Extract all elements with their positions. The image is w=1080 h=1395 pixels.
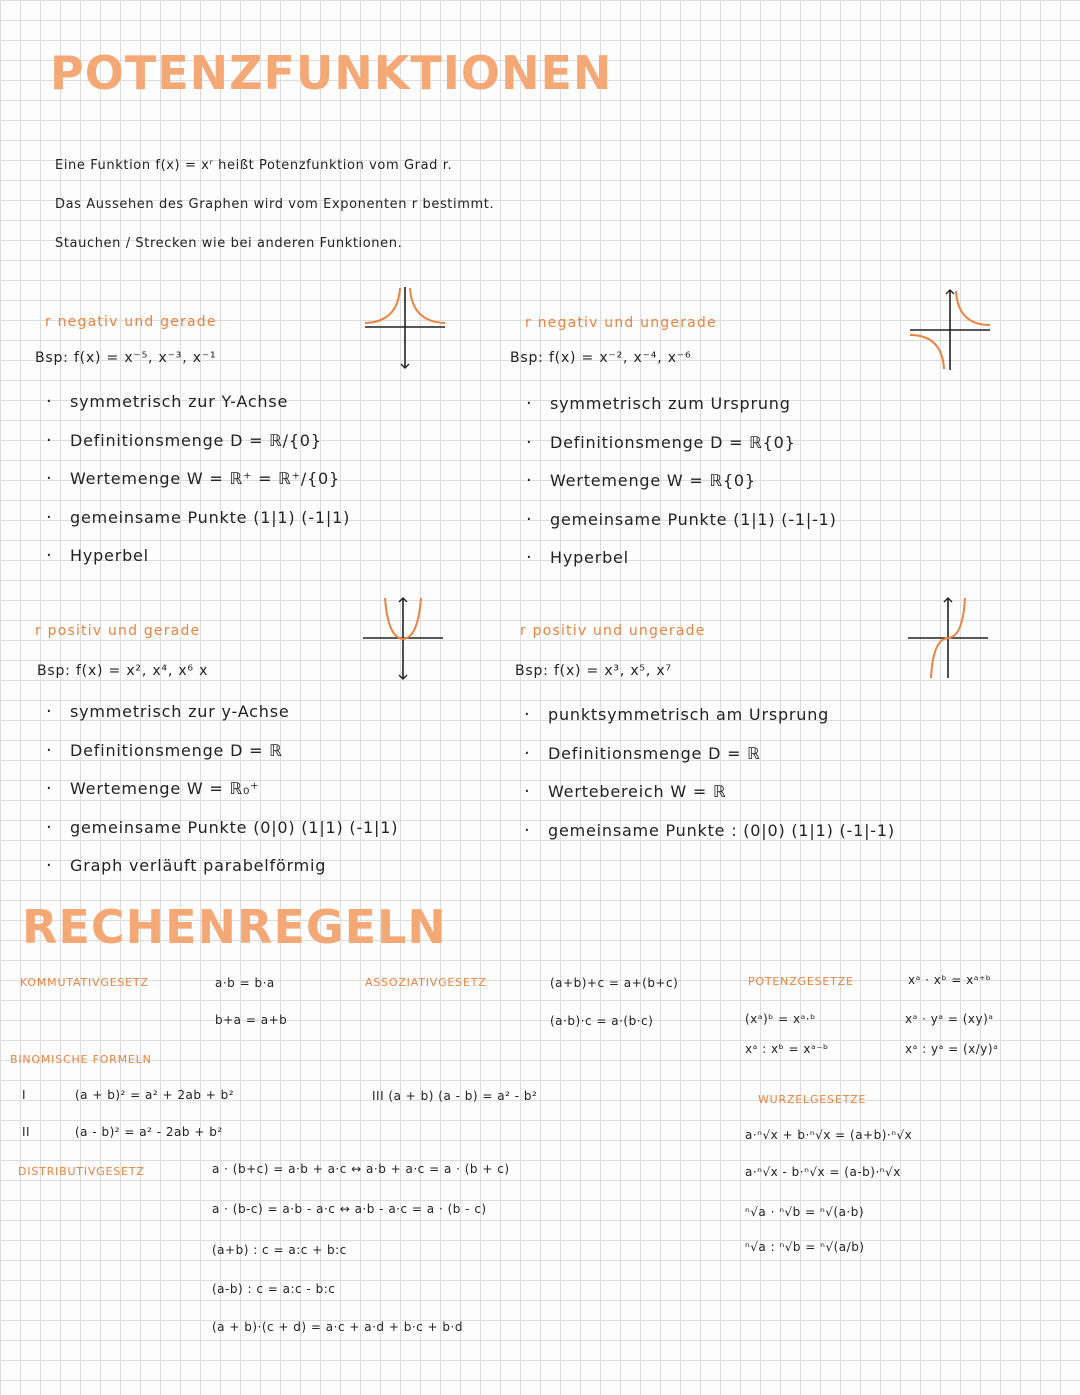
potenz-formula: xᵃ : yᵃ = (x/y)ᵃ bbox=[905, 1042, 999, 1056]
property-item: · Definitionsmenge D = ℝ{0} bbox=[526, 431, 796, 453]
property-item: · Hyperbel bbox=[46, 545, 149, 566]
property-item: · symmetrisch zum Ursprung bbox=[526, 393, 791, 414]
property-item: · gemeinsame Punkte (1|1) (-1|1) bbox=[46, 506, 351, 528]
property-item: · symmetrisch zur y-Achse bbox=[46, 701, 290, 722]
property-item: · gemeinsame Punkte (0|0) (1|1) (-1|1) bbox=[46, 816, 399, 838]
property-item: · Hyperbel bbox=[526, 547, 629, 568]
assoziativ-formula: (a+b)+c = a+(b+c) bbox=[550, 976, 679, 990]
potenz-formula: (xᵃ)ᵇ = xᵃ·ᵇ bbox=[745, 1012, 816, 1026]
property-list bbox=[40, 700, 398, 893]
binom-number: II bbox=[22, 1125, 31, 1139]
property-item: · symmetrisch zur Y-Achse bbox=[46, 391, 289, 412]
distributiv-formula: (a-b) : c = a:c - b:c bbox=[212, 1282, 336, 1296]
distributiv-formula: a · (b-c) = a·b - a·c ↔ a·b - a·c = a · (b - c) bbox=[212, 1202, 487, 1216]
property-item: · Wertemenge W = ℝ{0} bbox=[526, 470, 756, 491]
binom-number: I bbox=[22, 1088, 27, 1102]
binom-label: BINOMISCHE FORMELN bbox=[10, 1053, 152, 1066]
section-example: Bsp: f(x) = x⁻⁵, x⁻³, x⁻¹ bbox=[35, 350, 217, 366]
potenz-formula: xᵃ : xᵇ = xᵃ⁻ᵇ bbox=[745, 1042, 829, 1056]
property-item: · punktsymmetrisch am Ursprung bbox=[524, 704, 830, 725]
section-heading: r positiv und ungerade bbox=[520, 623, 706, 639]
property-list bbox=[518, 703, 895, 857]
binom-formula: (a - b)² = a² - 2ab + b² bbox=[75, 1125, 223, 1139]
assoziativ-label: ASSOZIATIVGESETZ bbox=[365, 976, 487, 989]
hyperbola-even-graph-icon bbox=[360, 282, 450, 372]
cubic-graph-icon bbox=[903, 593, 993, 683]
property-item: · Definitionsmenge D = ℝ bbox=[46, 739, 283, 761]
property-item: · Wertemenge W = ℝ⁺ = ℝ⁺/{0} bbox=[46, 468, 341, 489]
section-heading: r negativ und ungerade bbox=[525, 315, 717, 331]
binom-formula: III (a + b) (a - b) = a² - b² bbox=[372, 1089, 538, 1103]
section-example: Bsp: f(x) = x², x⁴, x⁶ x bbox=[37, 663, 209, 679]
parabola-graph-icon bbox=[358, 593, 448, 683]
kommutativ-label: KOMMUTATIVGESETZ bbox=[20, 976, 149, 989]
distributiv-label: DISTRIBUTIVGESETZ bbox=[18, 1165, 145, 1178]
kommutativ-formula: b+a = a+b bbox=[215, 1013, 288, 1027]
section-heading: r negativ und gerade bbox=[45, 314, 217, 330]
kommutativ-formula: a·b = b·a bbox=[215, 976, 275, 990]
property-item: · gemeinsame Punkte : (0|0) (1|1) (-1|-1) bbox=[524, 819, 895, 841]
property-list bbox=[40, 390, 350, 583]
wurzel-formula: a·ⁿ√x + b·ⁿ√x = (a+b)·ⁿ√x bbox=[745, 1128, 913, 1142]
section-heading: r positiv und gerade bbox=[35, 623, 201, 639]
wurzel-formula: ⁿ√a : ⁿ√b = ⁿ√(a/b) bbox=[745, 1240, 865, 1254]
distributiv-formula: (a + b)·(c + d) = a·c + a·d + b·c + b·d bbox=[212, 1320, 463, 1334]
intro-line-2: Das Aussehen des Graphen wird vom Exponenten r bestimmt. bbox=[55, 197, 495, 212]
potenz-formula: xᵃ · yᵃ = (xy)ᵃ bbox=[905, 1012, 994, 1026]
property-item: · Wertemenge W = ℝ₀⁺ bbox=[46, 778, 260, 799]
distributiv-formula: (a+b) : c = a:c + b:c bbox=[212, 1243, 347, 1257]
rules-title: RECHENREGELN bbox=[22, 900, 447, 954]
property-item: · Wertebereich W = ℝ bbox=[524, 781, 727, 802]
assoziativ-formula: (a·b)·c = a·(b·c) bbox=[550, 1014, 654, 1028]
intro-line-1: Eine Funktion f(x) = xʳ heißt Potenzfunktion vom Grad r. bbox=[55, 158, 453, 173]
section-example: Bsp: f(x) = x⁻², x⁻⁴, x⁻⁶ bbox=[510, 350, 692, 366]
page-title: POTENZFUNKTIONEN bbox=[50, 46, 613, 100]
wurzel-formula: a·ⁿ√x - b·ⁿ√x = (a-b)·ⁿ√x bbox=[745, 1165, 901, 1179]
distributiv-formula: a · (b+c) = a·b + a·c ↔ a·b + a·c = a · (b + c) bbox=[212, 1162, 510, 1176]
property-item: · Definitionsmenge D = ℝ bbox=[524, 742, 761, 764]
wurzel-formula: ⁿ√a · ⁿ√b = ⁿ√(a·b) bbox=[745, 1205, 865, 1219]
wurzel-label: WURZELGESETZE bbox=[758, 1093, 867, 1106]
property-list bbox=[520, 392, 837, 585]
intro-line-3: Stauchen / Strecken wie bei anderen Funktionen. bbox=[55, 236, 403, 251]
hyperbola-odd-graph-icon bbox=[905, 285, 995, 375]
property-item: · Graph verläuft parabelförmig bbox=[46, 855, 327, 876]
property-item: · Definitionsmenge D = ℝ/{0} bbox=[46, 429, 322, 451]
property-item: · gemeinsame Punkte (1|1) (-1|-1) bbox=[526, 508, 837, 530]
potenz-formula: xᵃ · xᵇ = xᵃ⁺ᵇ bbox=[908, 973, 992, 987]
section-example: Bsp: f(x) = x³, x⁵, x⁷ bbox=[515, 663, 672, 679]
potenz-label: POTENZGESETZE bbox=[748, 975, 854, 988]
binom-formula: (a + b)² = a² + 2ab + b² bbox=[75, 1088, 235, 1102]
